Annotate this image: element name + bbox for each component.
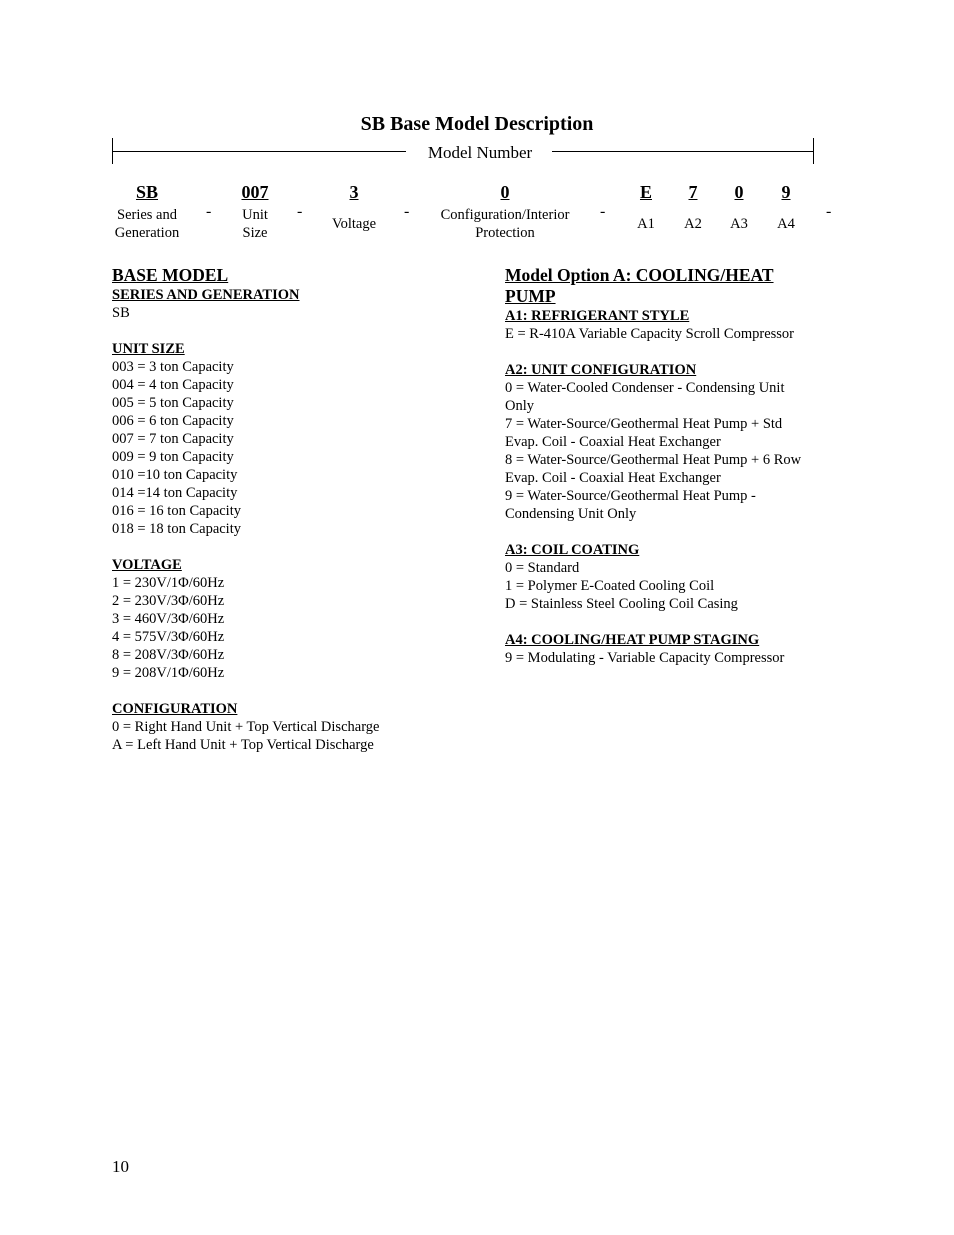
- list-item: 003 = 3 ton Capacity: [112, 359, 234, 375]
- spacer: [112, 322, 492, 340]
- list-item: 4 = 575V/3Φ/60Hz: [112, 629, 225, 645]
- a1-heading: A1: REFRIGERANT STYLE: [505, 308, 690, 324]
- code-voltage: 3: [349, 182, 359, 202]
- list-item: 9 = Water-Source/Geothermal Heat Pump -: [505, 488, 756, 504]
- list-item: 006 = 6 ton Capacity: [112, 413, 234, 429]
- list-item: 018 = 18 ton Capacity: [112, 521, 241, 537]
- page-title: SB Base Model Description: [360, 113, 594, 135]
- list-item: Evap. Coil - Coaxial Heat Exchanger: [505, 434, 721, 450]
- code-a4: 9: [781, 182, 791, 202]
- list-item: 2 = 230V/3Φ/60Hz: [112, 593, 225, 609]
- list-item: 8 = Water-Source/Geothermal Heat Pump + 6 Row: [505, 452, 802, 468]
- bracket-right-line: [552, 151, 814, 152]
- unit-size-heading: UNIT SIZE: [112, 341, 185, 357]
- model-number-label: Model Number: [427, 143, 533, 162]
- list-item: 007 = 7 ton Capacity: [112, 431, 234, 447]
- bracket-left-line: [112, 151, 406, 152]
- list-item: 0 = Standard: [505, 560, 580, 576]
- model-option-heading: Model Option A: COOLING/HEAT PUMP: [505, 265, 774, 306]
- code-a2: 7: [688, 182, 698, 202]
- code-unit-size: 007: [241, 182, 269, 202]
- list-item: Condensing Unit Only: [505, 506, 637, 522]
- configuration-heading: CONFIGURATION: [112, 701, 238, 717]
- code-voltage-label: Voltage: [331, 216, 377, 232]
- list-item: 004 = 4 ton Capacity: [112, 377, 234, 393]
- list-item: Evap. Coil - Coaxial Heat Exchanger: [505, 470, 721, 486]
- spacer: [112, 538, 492, 556]
- separator-dash: -: [206, 203, 212, 220]
- separator-dash: -: [600, 203, 606, 220]
- bracket-right-tick: [813, 138, 814, 164]
- base-model-heading: BASE MODEL: [112, 265, 229, 285]
- list-item: A = Left Hand Unit + Top Vertical Discharge: [112, 737, 374, 753]
- list-item: 1 = Polymer E-Coated Cooling Coil: [505, 578, 715, 594]
- code-a3-label: A3: [730, 216, 748, 232]
- voltage-heading: VOLTAGE: [112, 557, 182, 573]
- list-item: E = R-410A Variable Capacity Scroll Compressor: [505, 326, 795, 342]
- list-item: Only: [505, 398, 534, 414]
- code-configuration-label: Configuration/Interior Protection: [440, 207, 570, 241]
- list-item: 1 = 230V/1Φ/60Hz: [112, 575, 225, 591]
- list-item: 016 = 16 ton Capacity: [112, 503, 241, 519]
- list-item: 009 = 9 ton Capacity: [112, 449, 234, 465]
- list-item: 0 = Water-Cooled Condenser - Condensing Unit: [505, 380, 785, 396]
- list-item: 010 =10 ton Capacity: [112, 467, 238, 483]
- code-a4-label: A4: [777, 216, 795, 232]
- code-series: SB: [135, 182, 159, 202]
- a2-heading: A2: UNIT CONFIGURATION: [505, 362, 697, 378]
- list-item: 7 = Water-Source/Geothermal Heat Pump + Std: [505, 416, 783, 432]
- code-a2-label: A2: [684, 216, 702, 232]
- a3-heading: A3: COIL COATING: [505, 542, 640, 558]
- list-item: 0 = Right Hand Unit + Top Vertical Discharge: [112, 719, 380, 735]
- separator-dash: -: [826, 203, 832, 220]
- code-unit-size-label: Unit Size: [242, 207, 268, 241]
- spacer: [505, 523, 845, 541]
- list-item: 8 = 208V/3Φ/60Hz: [112, 647, 225, 663]
- series-item: SB: [112, 305, 130, 321]
- spacer: [505, 613, 845, 631]
- list-item: 9 = Modulating - Variable Capacity Compressor: [505, 650, 785, 666]
- code-a1: E: [639, 182, 652, 202]
- model-option-column: [505, 265, 845, 667]
- code-a3: 0: [734, 182, 744, 202]
- code-series-label: Series and Generation: [114, 207, 180, 241]
- list-item: 3 = 460V/3Φ/60Hz: [112, 611, 225, 627]
- list-item: 014 =14 ton Capacity: [112, 485, 238, 501]
- a4-heading: A4: COOLING/HEAT PUMP STAGING: [505, 632, 760, 648]
- code-configuration: 0: [500, 182, 510, 202]
- base-model-column: [112, 265, 492, 754]
- spacer: [505, 343, 845, 361]
- list-item: D = Stainless Steel Cooling Coil Casing: [505, 596, 738, 612]
- code-a1-label: A1: [637, 216, 655, 232]
- separator-dash: -: [297, 203, 303, 220]
- series-heading: SERIES AND GENERATION: [112, 287, 300, 303]
- spacer: [112, 682, 492, 700]
- list-item: 005 = 5 ton Capacity: [112, 395, 234, 411]
- separator-dash: -: [404, 203, 410, 220]
- list-item: 9 = 208V/1Φ/60Hz: [112, 665, 225, 681]
- page-number: 10: [112, 1157, 129, 1176]
